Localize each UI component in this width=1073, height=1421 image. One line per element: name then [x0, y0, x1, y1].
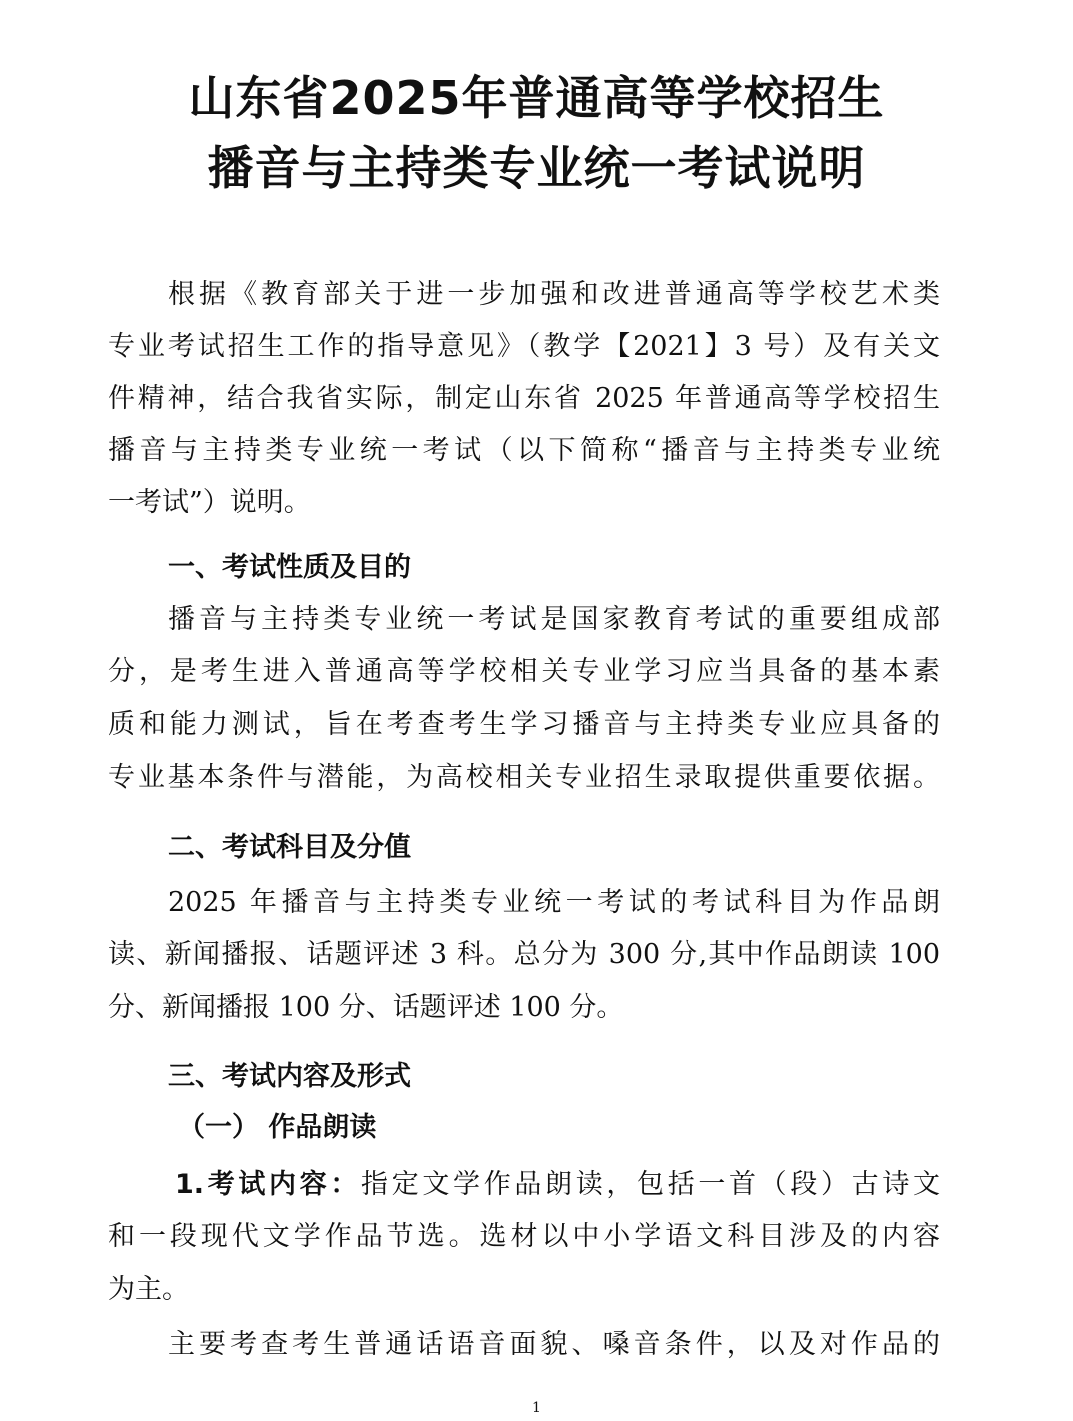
section-heading: （一） 作品朗读 — [178, 1112, 377, 1143]
text-line: 分、新闻播报 100 分、话题评述 100 分。 — [108, 992, 624, 1023]
text-line — [175, 1165, 940, 1205]
section-heading: 二、考试科目及分值 — [168, 832, 411, 863]
text-line: 分，是考生进入普通高等学校相关专业学习应当具备的基本素 — [108, 656, 940, 687]
document-title-line-1: 山东省2025年普通高等学校招生 — [188, 71, 885, 125]
text-line: 读、新闻播报、话题评述 3 科。总分为 300 分,其中作品朗读 100 — [108, 939, 940, 970]
text-line: 播音与主持类专业统一考试是国家教育考试的重要组成部 — [168, 604, 940, 635]
text-line: 播音与主持类专业统一考试（以下简称“播音与主持类专业统 — [108, 435, 940, 466]
bold-label: 1.考试内容： — [175, 1169, 362, 1200]
text-line: 2025 年播音与主持类专业统一考试的考试科目为作品朗 — [168, 887, 940, 918]
text-line: 为主。 — [108, 1274, 189, 1305]
document-title-line-2: 播音与主持类专业统一考试说明 — [207, 141, 866, 195]
text-line: 专业考试招生工作的指导意见》（教学【2021】3 号）及有关文 — [108, 331, 940, 362]
section-heading: 三、考试内容及形式 — [168, 1061, 411, 1092]
text-line: 质和能力测试，旨在考查考生学习播音与主持类专业应具备的 — [108, 709, 940, 740]
text-line: 根据《教育部关于进一步加强和改进普通高等学校艺术类 — [168, 279, 940, 310]
section-heading: 一、考试性质及目的 — [168, 552, 411, 583]
text-line: 一考试”）说明。 — [108, 487, 311, 518]
page-number: 1 — [532, 1400, 541, 1416]
text-line: 主要考查考生普通话语音面貌、嗓音条件，以及对作品的 — [168, 1329, 940, 1360]
text-line: 和一段现代文学作品节选。选材以中小学语文科目涉及的内容 — [108, 1221, 940, 1252]
text-line: 件精神，结合我省实际，制定山东省 2025 年普通高等学校招生 — [108, 383, 940, 414]
line-text: 指定文学作品朗读，包括一首（段）古诗文 — [361, 1169, 941, 1200]
text-line: 专业基本条件与潜能，为高校相关专业招生录取提供重要依据。 — [108, 762, 940, 793]
